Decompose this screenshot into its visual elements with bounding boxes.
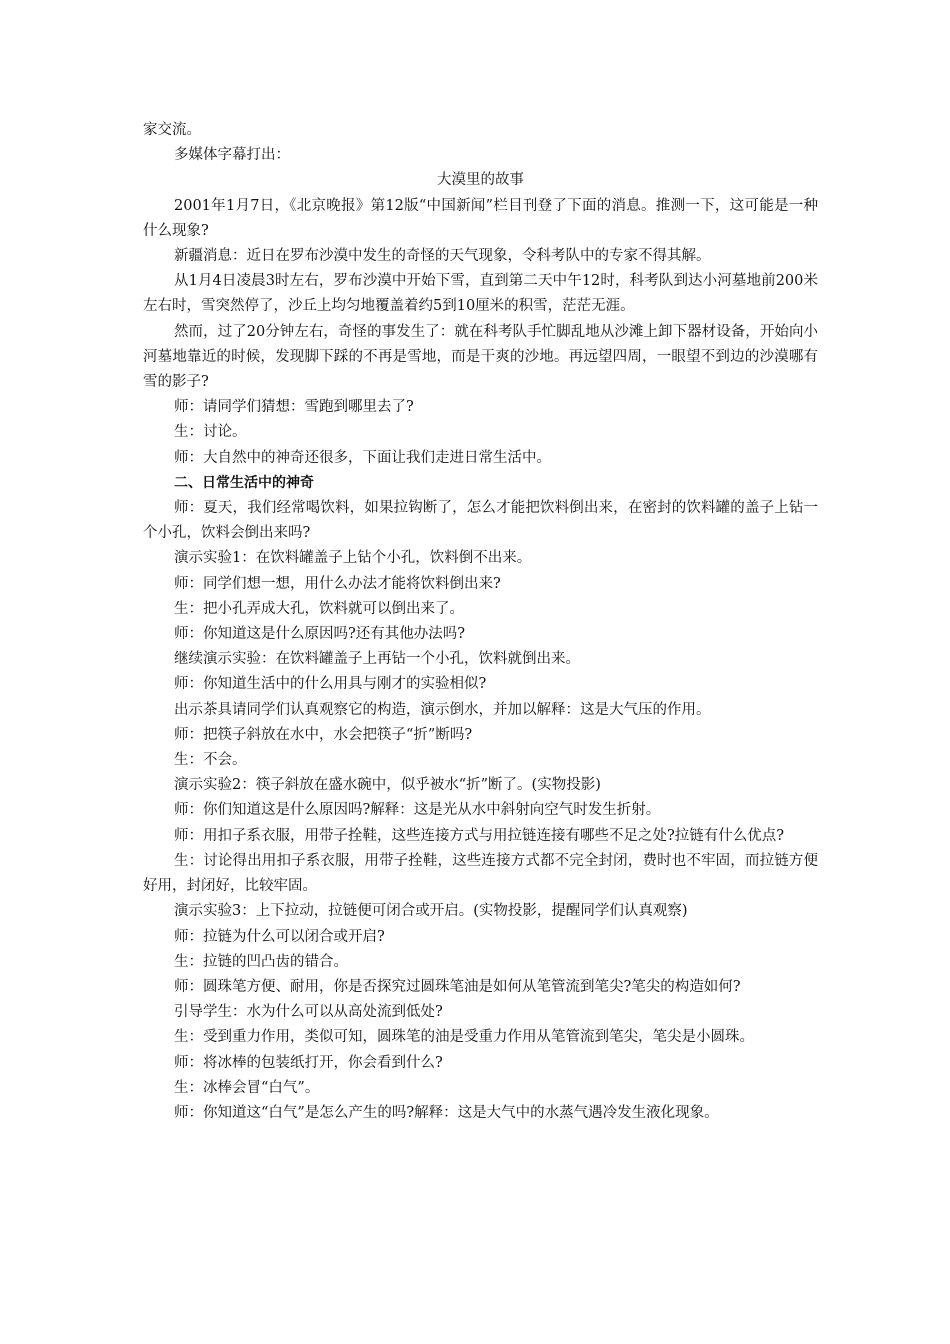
paragraph: 师：将冰棒的包装纸打开，你会看到什么? <box>174 1054 443 1071</box>
paragraph: 师：夏天，我们经常喝饮料，如果拉钩断了，怎么才能把饮料倒出来，在密封的饮料罐的盖子上钻一个小孔，饮料会倒出来吗? <box>143 500 818 542</box>
paragraph: 师：你知道这“白气”是怎么产生的吗?解释：这是大气中的水蒸气遇冷发生液化现象。 <box>174 1104 719 1121</box>
paragraph: 生：拉链的凹凸齿的错合。 <box>174 953 348 970</box>
section-heading: 二、日常生活中的神奇 <box>174 474 314 491</box>
paragraph: 师：用扣子系衣服，用带子拴鞋，这些连接方式与用拉链连接有哪些不足之处?拉链有什么优点? <box>174 827 785 844</box>
paragraph: 生：受到重力作用，类似可知，圆珠笔的油是受重力作用从笔管流到笔尖，笔尖是小圆珠。 <box>174 1029 754 1046</box>
paragraph: 引导学生：水为什么可以从高处流到低处? <box>174 1004 443 1021</box>
paragraph: 师：拉链为什么可以闭合或开启? <box>174 928 385 945</box>
paragraph: 师：你知道生活中的什么用具与刚才的实验相似? <box>174 676 487 693</box>
paragraph: 继续演示实验：在饮料罐盖子上再钻一个小孔，饮料就倒出来。 <box>174 651 580 668</box>
paragraph: 师：同学们想一想，用什么办法才能将饮料倒出来? <box>174 575 501 592</box>
paragraph: 生：讨论得出用扣子系衣服，用带子拴鞋，这些连接方式都不完全封闭，费时也不牢固，而拉链方便好用，封闭好，比较牢固。 <box>143 852 818 895</box>
paragraph: 生：冰棒会冒“白气”。 <box>174 1079 320 1096</box>
paragraph: 生：不会。 <box>174 752 247 769</box>
story-title: 大漠里的故事 <box>437 172 524 189</box>
paragraph: 演示实验2：筷子斜放在盛水碗中，似乎被水“折”断了。(实物投影) <box>174 777 601 794</box>
paragraph: 从1月4日凌晨3时左右，罗布沙漠中开始下雪，直到第二天中午12时，科考队到达小河墓地前200米左右时，雪突然停了，沙丘上均匀地覆盖着约5到10厘米的积雪，茫茫无涯。 <box>143 273 818 315</box>
paragraph: 生：把小孔弄成大孔，饮料就可以倒出来了。 <box>174 600 464 617</box>
paragraph: 师：你们知道这是什么原因吗?解释：这是光从水中斜射向空气时发生折射。 <box>174 802 661 819</box>
paragraph: 新疆消息：近日在罗布沙漠中发生的奇怪的天气现象，令科考队中的专家不得其解。 <box>174 248 711 265</box>
paragraph: 演示实验1：在饮料罐盖子上钻个小孔，饮料倒不出来。 <box>174 550 532 567</box>
document-page <box>143 118 818 1126</box>
paragraph: 2001年1月7日，《北京晚报》第12版“中国新闻”栏目刊登了下面的消息。推测一下，这可能是一种什么现象? <box>143 197 818 239</box>
paragraph: 多媒体字幕打出： <box>174 147 290 164</box>
paragraph: 演示实验3：上下拉动，拉链便可闭合或开启。(实物投影，提醒同学们认真观察) <box>174 903 688 920</box>
paragraph: 生：讨论。 <box>174 424 247 441</box>
paragraph: 师：圆珠笔方便、耐用，你是否探究过圆珠笔油是如何从笔管流到笔尖?笔尖的构造如何? <box>174 978 741 995</box>
paragraph: 出示茶具请同学们认真观察它的构造，演示倒水，并加以解释：这是大气压的作用。 <box>174 701 711 718</box>
paragraph: 然而，过了20分钟左右，奇怪的事发生了：就在科考队手忙脚乱地从沙滩上卸下器材设备，开始向小河墓地靠近的时候，发现脚下踩的不再是雪地，而是干爽的沙地。再远望四周，一眼望不到边的沙漠哪有雪的影子? <box>143 323 818 391</box>
paragraph: 师：大自然中的神奇还很多，下面让我们走进日常生活中。 <box>174 449 551 466</box>
paragraph: 师：你知道这是什么原因吗?还有其他办法吗? <box>174 626 466 643</box>
paragraph: 师：把筷子斜放在水中，水会把筷子“折”断吗? <box>174 726 473 743</box>
paragraph: 家交流。 <box>143 122 201 138</box>
paragraph: 师：请同学们猜想：雪跑到哪里去了? <box>174 399 414 416</box>
